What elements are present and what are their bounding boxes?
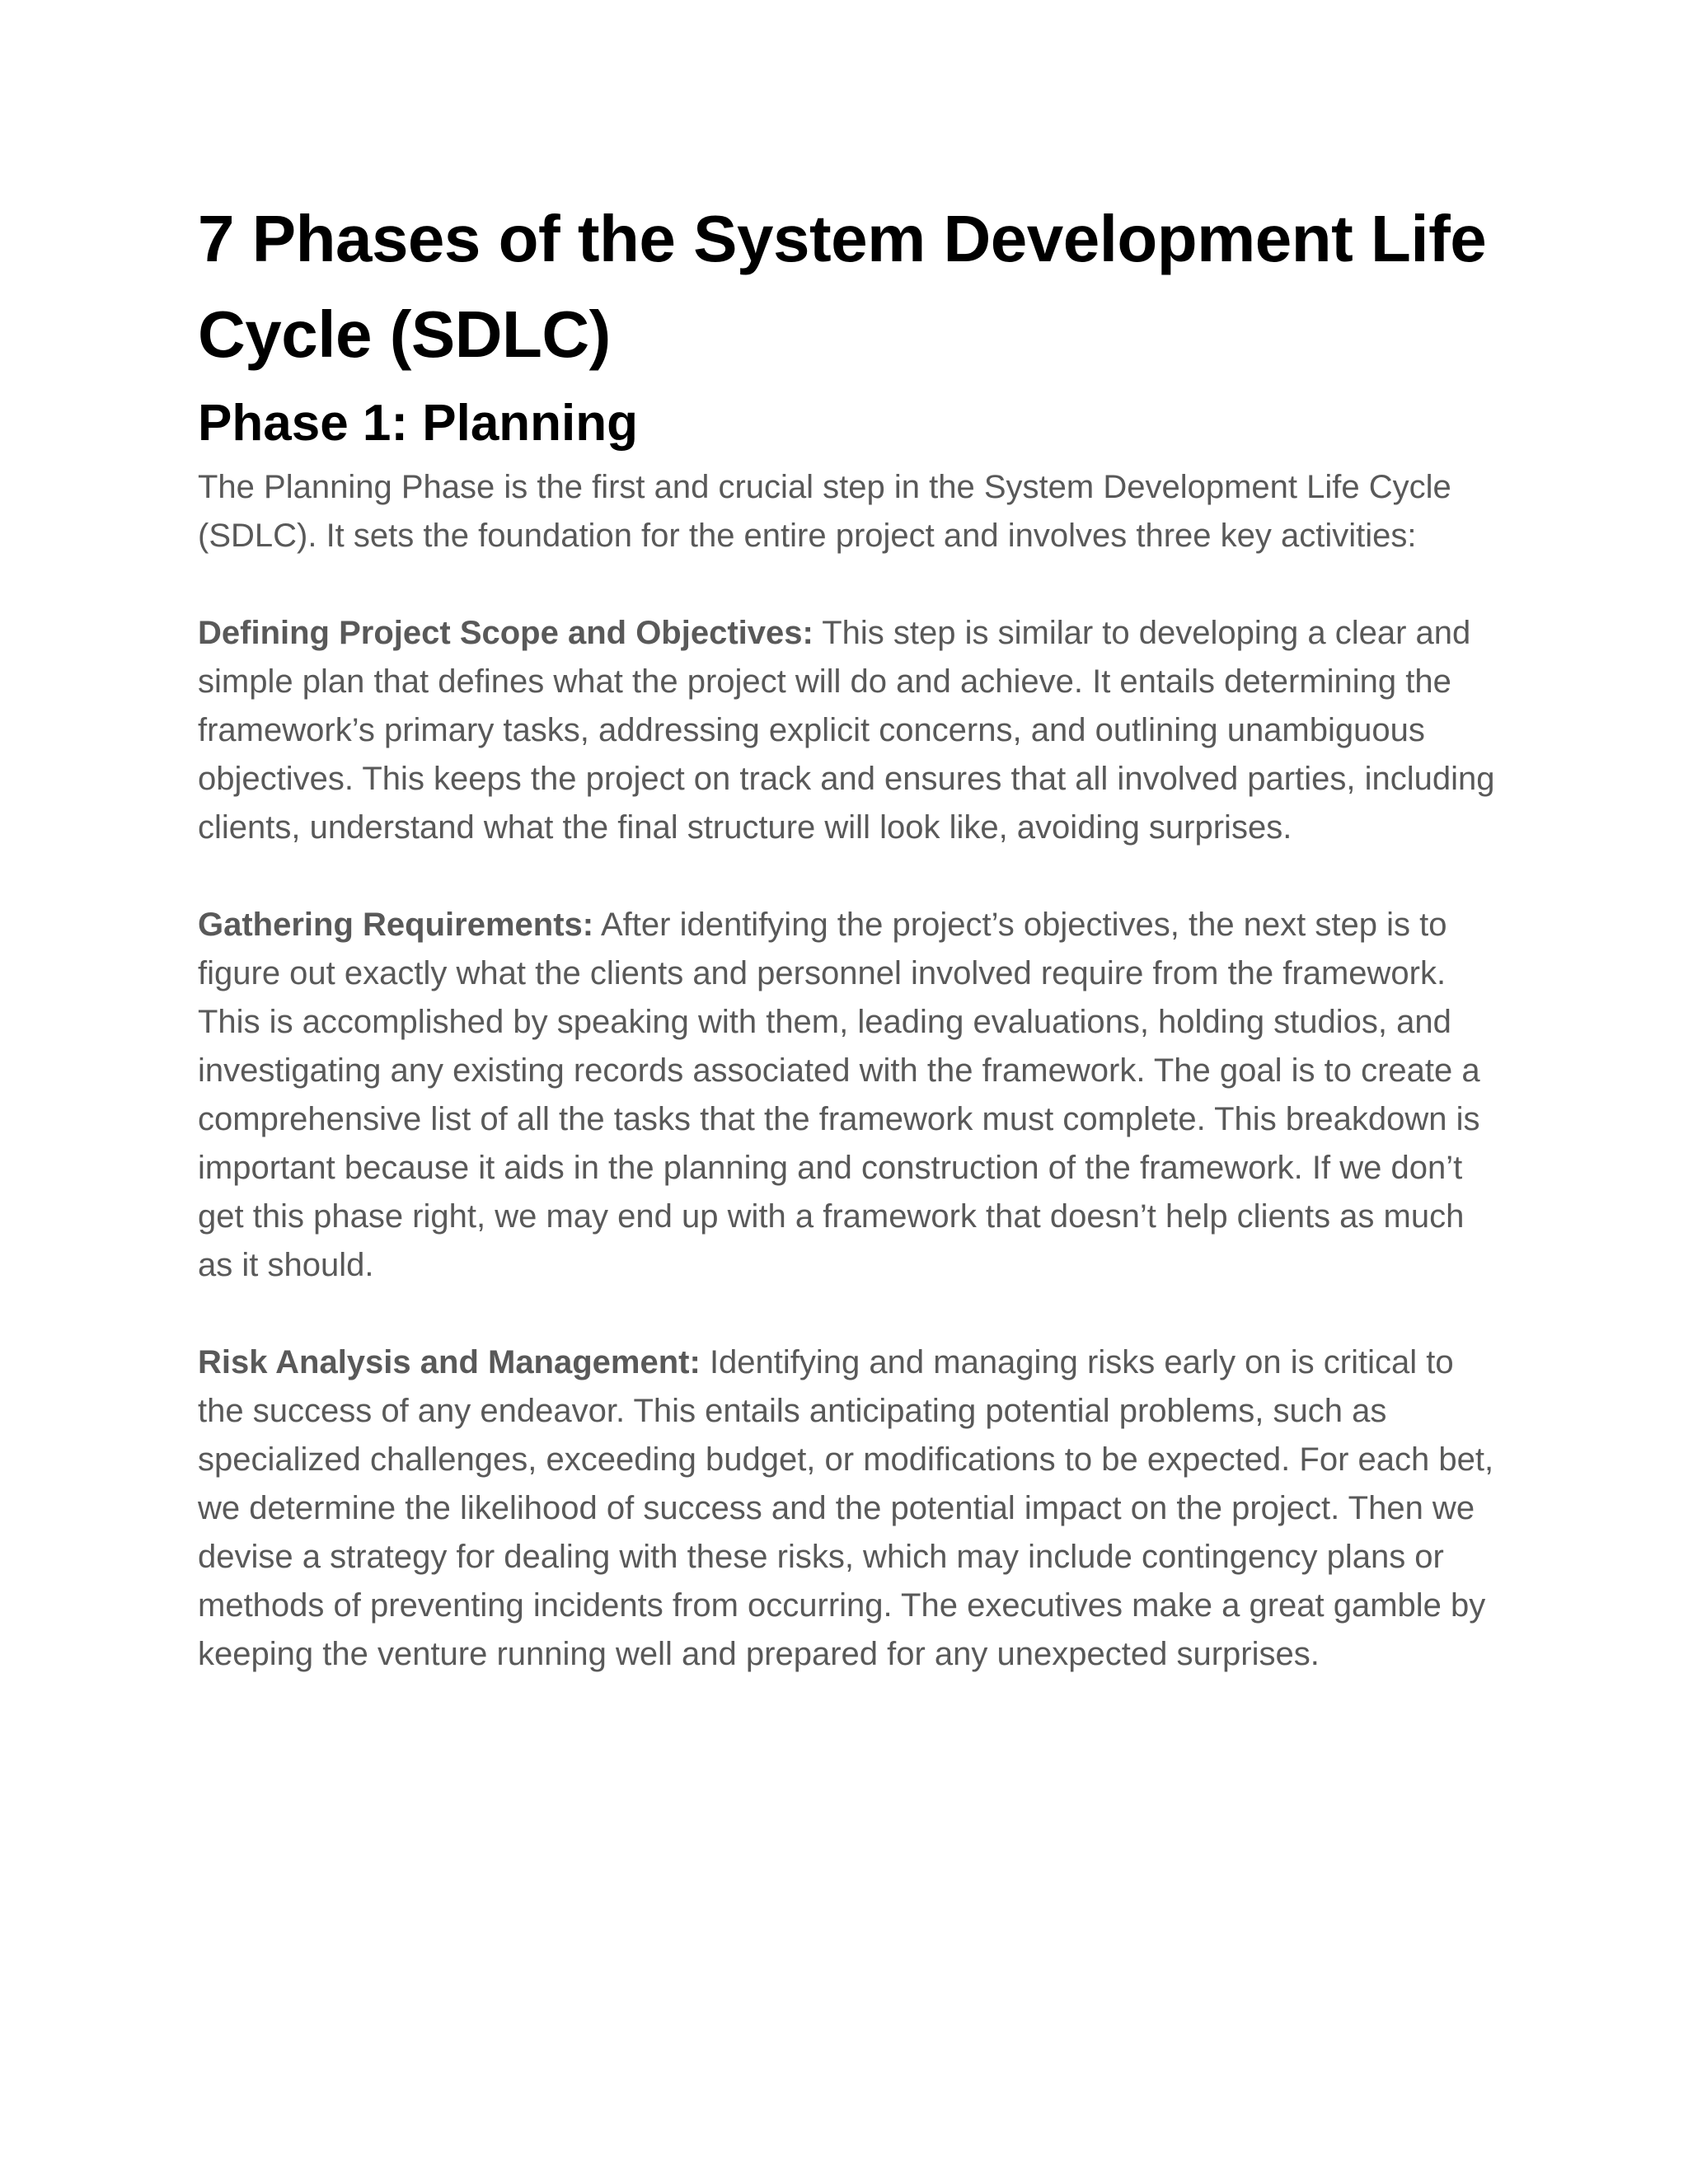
- activity-paragraph-risk: [198, 1338, 1500, 1679]
- activity-body: After identifying the project’s objectives, the next step is to figure out exactly what the clients and personnel involved require from the framework. This is accomplished by speaking with them, leading evaluations, holding studios, and investigating any existing records associated with the framework. The goal is to create a comprehensive list of all the tasks that the framework must complete. This breakdown is important because it aids in the planning and construction of the framework. If we don’t get this phase right, we may end up with a framework that doesn’t help clients as much as it should.: [198, 907, 1480, 1283]
- activity-paragraph-requirements: [198, 901, 1500, 1290]
- document-content: [198, 191, 1500, 1679]
- document-title: 7 Phases of the System Development Life Cycle (SDLC): [198, 202, 1487, 371]
- activity-body: This step is similar to developing a clear and simple plan that defines what the project will do and achieve. It entails determining the framework’s primary tasks, addressing explicit concerns, and outlining unambiguous objectives. This keeps the project on track and ensures that all involved parties, including clients, understand what the final structure will look like, avoiding surprises.: [198, 615, 1495, 846]
- activity-paragraph-scope: [198, 609, 1500, 852]
- phase-heading: Phase 1: Planning: [198, 395, 639, 452]
- activity-lead: Defining Project Scope and Objectives:: [198, 615, 814, 651]
- activity-body: Identifying and managing risks early on is critical to the success of any endeavor. This entails anticipating potential problems, such as specialized challenges, exceeding budget, or modifications to be expected. For each bet, we determine the likelihood of success and the potential impact on the project. Then we devise a strategy for dealing with these risks, which may include contingency plans or methods of preventing incidents from occurring. The executives make a great gamble by keeping the venture running well and prepared for any unexpected surprises.: [198, 1344, 1494, 1672]
- activity-lead: Risk Analysis and Management:: [198, 1344, 701, 1380]
- intro-paragraph: The Planning Phase is the first and crucial step in the System Development Life Cycle (SDLC). It sets the foundation for the entire project and involves three key activities:: [198, 469, 1451, 554]
- activity-lead: Gathering Requirements:: [198, 907, 594, 943]
